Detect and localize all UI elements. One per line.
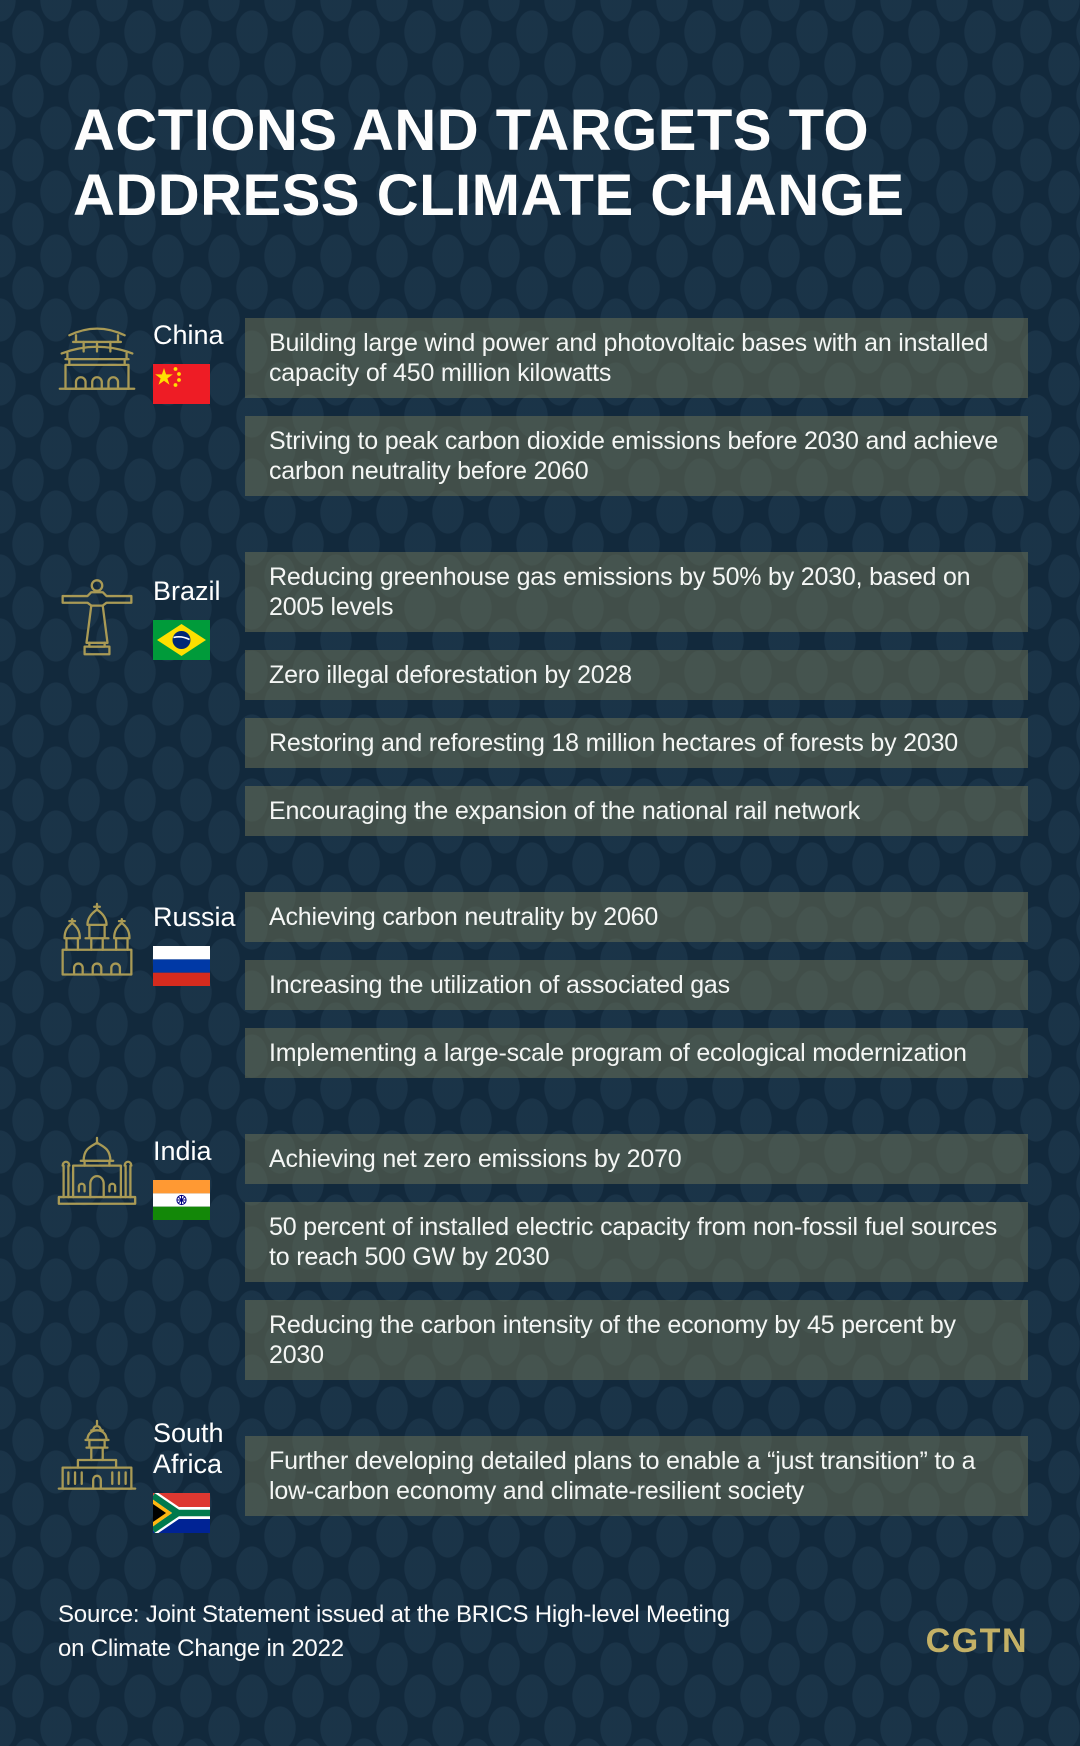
action-box: Restoring and reforesting 18 million hectares of forests by 2030 [245,718,1028,768]
source-text-line2: on Climate Change in 2022 [58,1635,344,1662]
action-box: Achieving net zero emissions by 2070 [245,1134,1028,1184]
action-box: Increasing the utilization of associated gas [245,960,1028,1010]
section-brazil-boxes [245,552,1028,836]
section-brazil [0,552,1080,836]
union-buildings-icon [55,1418,139,1496]
russia-flag [153,946,210,986]
section-brazil-meta [153,576,245,660]
source-text-line1: Source: Joint Statement issued at the BRICS High-level Meeting [58,1601,730,1628]
action-box: Reducing greenhouse gas emissions by 50% by 2030, based on 2005 levels [245,552,1028,632]
section-russia [0,892,1080,1078]
action-box: Building large wind power and photovoltaic bases with an installed capacity of 450 million kilowatts [245,318,1028,398]
section-india-meta [153,1136,245,1220]
section-south-africa-left [0,1418,245,1533]
section-south-africa-boxes [245,1436,1028,1533]
action-box: Reducing the carbon intensity of the economy by 45 percent by 2030 [245,1300,1028,1380]
action-box: Implementing a large-scale program of ecological modernization [245,1028,1028,1078]
section-brazil-left [0,576,245,836]
section-china-meta [153,320,245,404]
section-india-boxes [245,1134,1028,1380]
section-china-left [0,320,245,496]
section-south-africa-meta [153,1418,245,1533]
main-title-line1: ACTIONS AND TARGETS TO [73,98,870,163]
country-label-south-africa: South Africa [153,1418,224,1479]
action-box: Striving to peak carbon dioxide emissions before 2030 and achieve carbon neutrality before 2060 [245,416,1028,496]
country-label-china: China [153,320,224,350]
country-sections [0,318,1080,1589]
section-russia-meta [153,902,245,986]
st-basils-cathedral-icon [55,902,139,982]
section-south-africa [0,1418,1080,1533]
country-label-brazil: Brazil [153,576,221,606]
tiananmen-gate-icon [55,320,139,394]
taj-mahal-icon [55,1136,139,1209]
christ-the-redeemer-icon [55,576,139,660]
section-china-boxes [245,318,1028,496]
country-label-india: India [153,1136,212,1166]
section-india [0,1134,1080,1380]
source-text [58,1598,730,1666]
china-flag [153,364,210,404]
cgtn-logo: CGTN [925,1622,1028,1660]
main-title [73,98,905,228]
country-label-russia: Russia [153,902,236,932]
action-box: Zero illegal deforestation by 2028 [245,650,1028,700]
action-box: Achieving carbon neutrality by 2060 [245,892,1028,942]
action-box: 50 percent of installed electric capacity from non-fossil fuel sources to reach 500 GW by 2030 [245,1202,1028,1282]
section-russia-boxes [245,892,1028,1078]
india-flag [153,1180,210,1220]
brazil-flag [153,620,210,660]
section-russia-left [0,902,245,1078]
section-china [0,318,1080,496]
action-box: Further developing detailed plans to enable a “just transition” to a low-carbon economy and climate-resilient society [245,1436,1028,1516]
section-india-left [0,1136,245,1380]
main-title-line2: ADDRESS CLIMATE CHANGE [73,163,905,228]
south-africa-flag [153,1493,210,1533]
action-box: Encouraging the expansion of the national rail network [245,786,1028,836]
